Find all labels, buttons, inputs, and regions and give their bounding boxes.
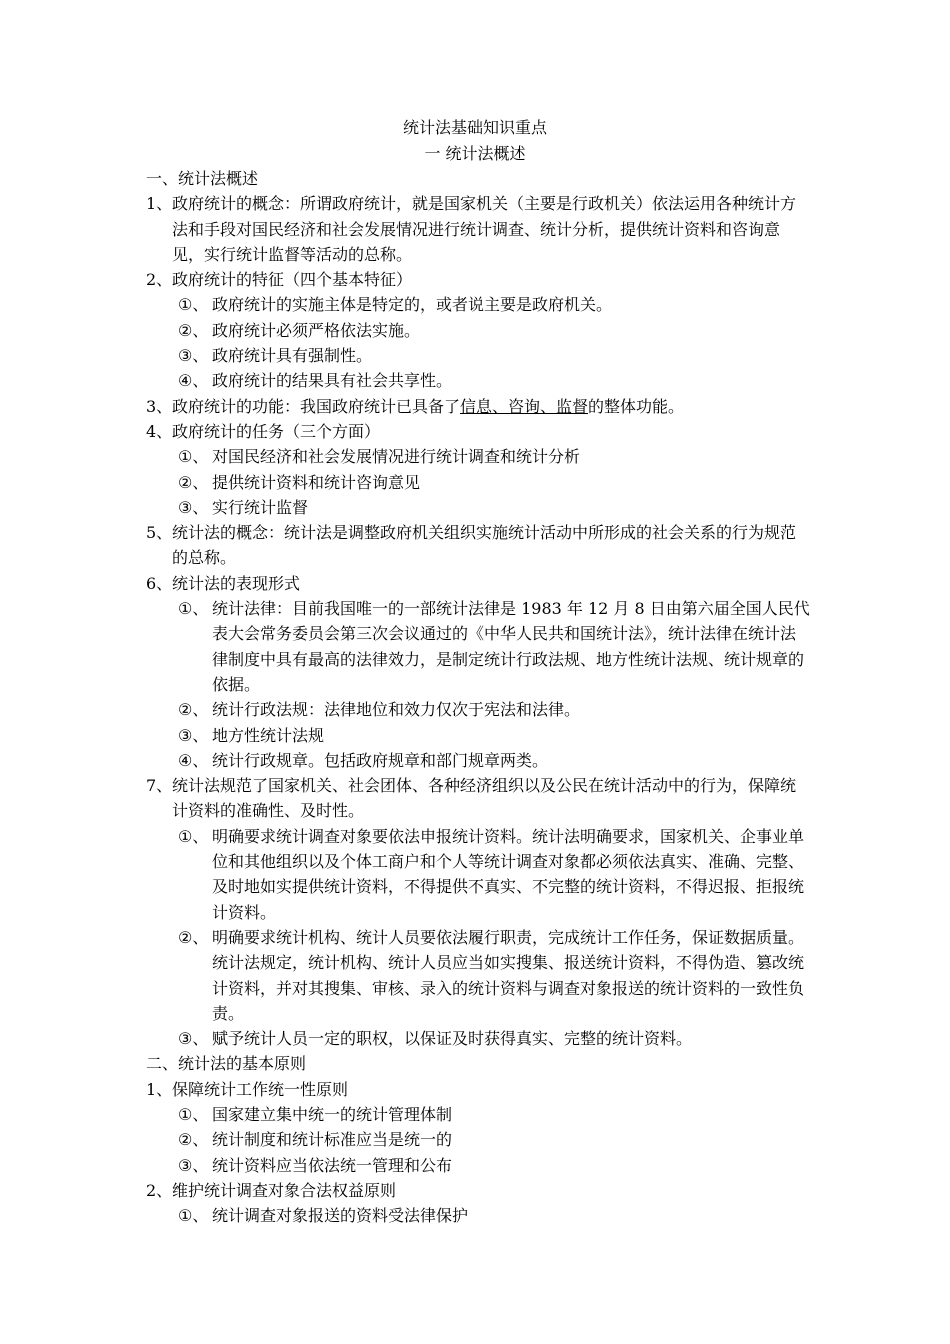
sub-item-text: 统计行政规章。包括政府规章和部门规章两类。: [212, 750, 549, 770]
section-heading: 二、统计法的基本原则: [146, 1054, 307, 1074]
numbered-item: [146, 1178, 810, 1203]
sub-item: [146, 368, 810, 393]
sub-item-text: 统计资料应当依法统一管理和公布: [212, 1155, 453, 1175]
item-text: 保障统计工作统一性原则: [172, 1079, 349, 1099]
item-text-end: 的整体功能。: [588, 396, 685, 416]
item-number: 2、: [146, 270, 173, 290]
item-text: 政府统计的功能：我国政府统计已具备了: [172, 396, 461, 416]
sub-item-text: 政府统计的结果具有社会共享性。: [212, 371, 453, 391]
item-text: 统计法的表现形式: [172, 573, 301, 593]
sub-item-text: 统计调查对象报送的资料受法律保护: [212, 1206, 469, 1226]
sub-item: [146, 470, 810, 495]
sub-item-text: 政府统计具有强制性。: [212, 346, 373, 366]
sub-item: [146, 343, 810, 368]
sub-item-mark: ①、: [178, 1104, 209, 1124]
item-number: 1、: [146, 194, 173, 214]
sub-item: [146, 723, 810, 748]
item-number: 3、: [146, 396, 173, 416]
item-number: 5、: [146, 523, 173, 543]
sub-item-mark: ②、: [178, 1130, 209, 1150]
sub-item-mark: ①、: [178, 447, 209, 467]
sub-item-mark: ③、: [178, 346, 209, 366]
item-text: 政府统计的特征（四个基本特征）: [172, 270, 413, 290]
sub-item-text: 统计行政法规：法律地位和效力仅次于宪法和法律。: [212, 700, 581, 720]
sub-item-text: 提供统计资料和统计咨询意见: [212, 472, 421, 492]
sub-item-mark: ③、: [178, 497, 209, 517]
numbered-item: [146, 571, 810, 596]
sub-item: [146, 748, 810, 773]
sub-item-mark: ②、: [178, 927, 209, 947]
sub-item-mark: ④、: [178, 750, 209, 770]
sub-item-text: 统计法律：目前我国唯一的一部统计法律是 1983 年 12 月 8 日由第六届全国人民代表大会常务委员会第三次会议通过的《中华人民共和国统计法》，统计法律在统计法律制度中具有最高的法律效力，是制定统计行政法规、地方性统计法规、统计规章的依据。: [212, 599, 810, 694]
sub-item: [146, 1203, 810, 1228]
sub-item-mark: ③、: [178, 1029, 209, 1049]
sub-item: [146, 925, 810, 1026]
sub-item-mark: ④、: [178, 371, 209, 391]
item-text: 政府统计的概念：所谓政府统计，就是国家机关（主要是行政机关）依法运用各种统计方法和手段对国民经济和社会发展情况进行统计调查、统计分析，提供统计资料和咨询意见，实行统计监督等活动的总称。: [172, 194, 797, 264]
sub-item: [146, 444, 810, 469]
sub-item: [146, 1026, 810, 1051]
sub-item-text: 明确要求统计机构、统计人员要依法履行职责，完成统计工作任务，保证数据质量。统计法规定，统计机构、统计人员应当如实搜集、报送统计资料，不得伪造、篡改统计资料，并对其搜集、审核、录入的统计资料与调查对象报送的统计资料的一致性负责。: [212, 927, 805, 1023]
sub-item-mark: ②、: [178, 320, 209, 340]
sub-item-text: 国家建立集中统一的统计管理体制: [212, 1104, 453, 1124]
sub-item-mark: ②、: [178, 700, 209, 720]
sub-item-mark: ①、: [178, 1206, 209, 1226]
sub-item-mark: ①、: [178, 295, 209, 315]
chapter-title: 一 统计法概述: [424, 144, 526, 163]
sub-item-text: 赋予统计人员一定的职权，以保证及时获得真实、完整的统计资料。: [212, 1029, 693, 1049]
section-heading: 一、统计法概述: [146, 169, 259, 188]
sub-item-mark: ①、: [178, 826, 209, 846]
document-body: [146, 166, 810, 1228]
sub-item-text: 地方性统计法规: [212, 725, 325, 745]
numbered-item: [146, 773, 810, 824]
sub-item-mark: ③、: [178, 725, 209, 745]
item-number: 7、: [146, 776, 173, 796]
numbered-item: [146, 394, 810, 419]
sub-item: [146, 1102, 810, 1127]
numbered-item: [146, 1077, 810, 1102]
sub-item: [146, 1153, 810, 1178]
sub-item-text: 统计制度和统计标准应当是统一的: [212, 1130, 453, 1150]
item-text: 统计法规范了国家机关、社会团体、各种经济组织以及公民在统计活动中的行为，保障统计资料的准确性、及时性。: [172, 776, 797, 821]
numbered-item: [146, 419, 810, 444]
sub-item-text: 政府统计必须严格依法实施。: [212, 320, 421, 340]
sub-item: [146, 495, 810, 520]
item-number: 1、: [146, 1079, 173, 1099]
sub-item: [146, 824, 810, 925]
sub-item: [146, 1127, 810, 1152]
item-text: 维护统计调查对象合法权益原则: [172, 1180, 397, 1200]
sub-item-mark: ②、: [178, 472, 209, 492]
numbered-item: [146, 267, 810, 292]
item-number: 4、: [146, 421, 173, 441]
document-title: 统计法基础知识重点: [402, 118, 547, 137]
numbered-item: [146, 191, 810, 267]
sub-item: [146, 318, 810, 343]
sub-item-mark: ③、: [178, 1155, 209, 1175]
sub-item-mark: ①、: [178, 599, 209, 619]
numbered-item: [146, 520, 810, 571]
item-text: 政府统计的任务（三个方面）: [172, 421, 381, 441]
sub-item: [146, 697, 810, 722]
item-number: 2、: [146, 1180, 173, 1200]
sub-item-text: 对国民经济和社会发展情况进行统计调查和统计分析: [212, 447, 581, 467]
sub-item-text: 政府统计的实施主体是特定的，或者说主要是政府机关。: [212, 295, 613, 315]
item-text: 统计法的概念：统计法是调整政府机关组织实施统计活动中所形成的社会关系的行为规范的总称。: [172, 523, 797, 568]
underlined-keywords: 信息、咨询、监督: [460, 396, 589, 416]
sub-item-text: 明确要求统计调查对象要依法申报统计资料。统计法明确要求，国家机关、企事业单位和其他组织以及个体工商户和个人等统计调查对象都必须依法真实、准确、完整、及时地如实提供统计资料，不得提供不真实、不完整的统计资料，不得迟报、拒报统计资料。: [212, 826, 805, 922]
sub-item-text: 实行统计监督: [212, 497, 309, 517]
item-number: 6、: [146, 573, 173, 593]
sub-item: [146, 292, 810, 317]
sub-item: [146, 596, 810, 697]
